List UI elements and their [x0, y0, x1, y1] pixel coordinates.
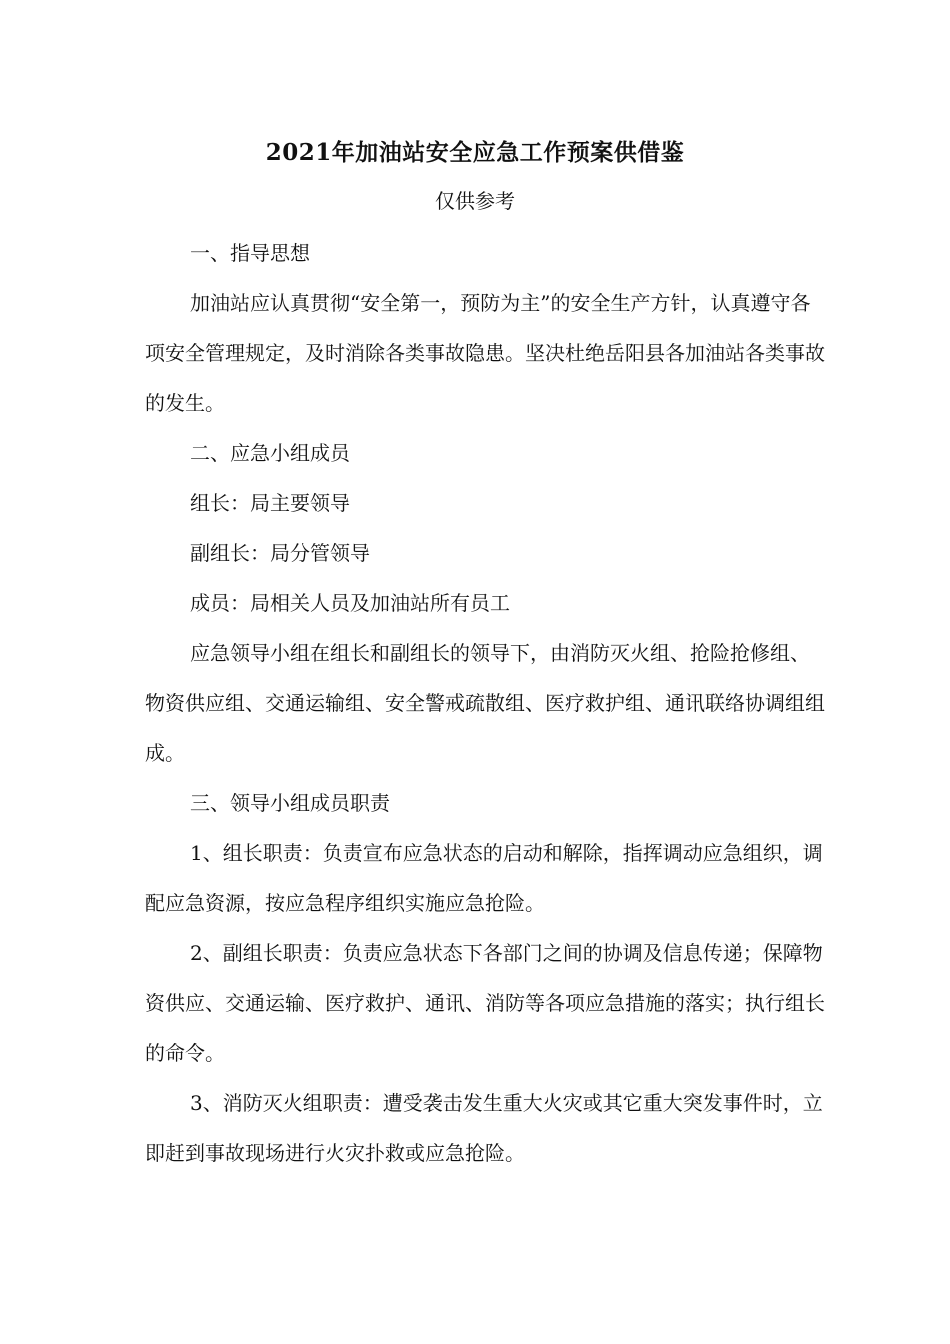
- section-heading-guiding-ideology: 一、指导思想: [190, 241, 310, 265]
- paragraph-leader-duties: 1、组长职责：负责宣布应急状态的启动和解除，指挥调动应急组织，调配应急资源，按应急程序组织实施应急抢险。: [145, 841, 823, 915]
- paragraph-members: 成员：局相关人员及加油站所有员工: [190, 591, 510, 615]
- document-title: 2021年加油站安全应急工作预案供借鉴: [265, 139, 685, 166]
- paragraph-guiding-ideology: 加油站应认真贯彻“安全第一，预防为主”的安全生产方针，认真遵守各项安全管理规定，及时消除各类事故隐患。坚决杜绝岳阳县各加油站各类事故的发生。: [145, 291, 825, 415]
- document-body: [145, 228, 825, 1178]
- paragraph-leader: 组长：局主要领导: [190, 491, 350, 515]
- paragraph-deputy-leader: 副组长：局分管领导: [190, 541, 370, 565]
- paragraph-deputy-duties: 2、副组长职责：负责应急状态下各部门之间的协调及信息传递；保障物资供应、交通运输、医疗救护、通讯、消防等各项应急措施的落实；执行组长的命令。: [145, 941, 825, 1065]
- paragraph-firefighting-duties: 3、消防灭火组职责：遭受袭击发生重大火灾或其它重大突发事件时，立即赶到事故现场进行火灾扑救或应急抢险。: [145, 1091, 823, 1165]
- section-heading-emergency-members: 二、应急小组成员: [190, 441, 350, 465]
- document-subtitle: 仅供参考: [435, 189, 515, 213]
- paragraph-group-composition: 应急领导小组在组长和副组长的领导下，由消防灭火组、抢险抢修组、物资供应组、交通运输组、安全警戒疏散组、医疗救护组、通讯联络协调组组成。: [145, 641, 825, 765]
- section-heading-responsibilities: 三、领导小组成员职责: [190, 791, 390, 815]
